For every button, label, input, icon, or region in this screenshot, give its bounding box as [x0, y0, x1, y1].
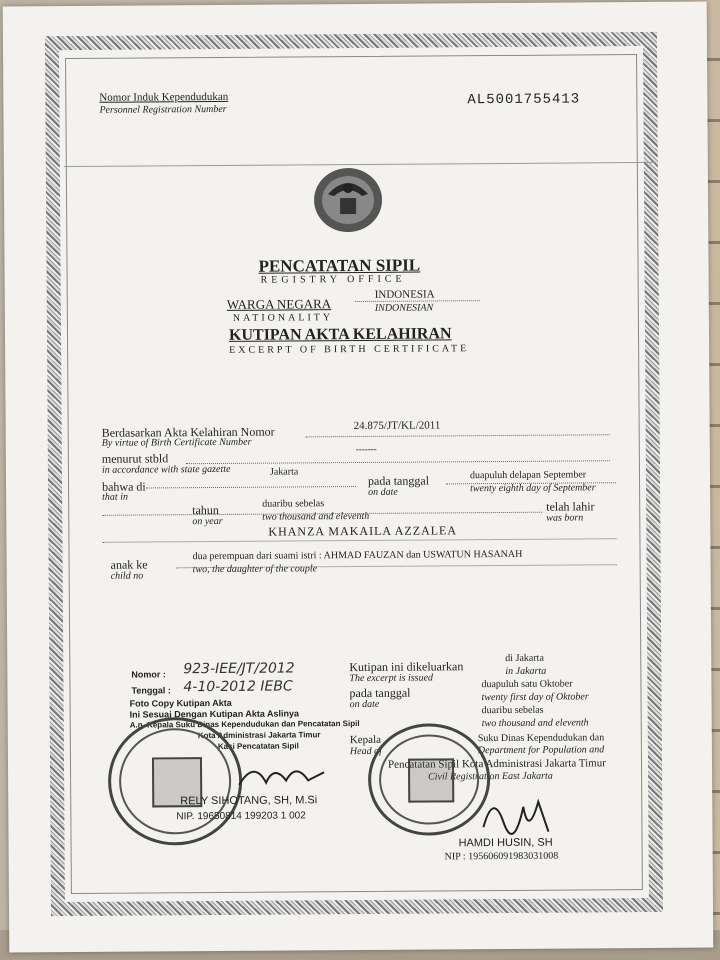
birth-place: Jakarta: [269, 466, 299, 478]
official-name: HAMDI HUSIN, SH: [458, 836, 553, 850]
child-order-en: two, the daughter of the couple: [192, 563, 318, 576]
date-label-en: on date: [368, 486, 398, 498]
deed-label: Berdasarkan Akta Kelahiran Nomor: [101, 424, 275, 440]
issue-date-en: twenty first day of Oktober: [481, 691, 589, 704]
garuda-emblem-icon: [310, 164, 387, 237]
nationality-value: INDONESIA: [374, 288, 435, 301]
copy-seal: [108, 717, 243, 846]
copy-line-5: Kasi Pencatatan Sipil: [217, 741, 299, 751]
nik-label: Nomor Induk Kependudukan: [99, 90, 229, 104]
child-label-en: child no: [110, 570, 144, 582]
birth-date: duapuluh delapan September: [469, 469, 587, 482]
issuing-office: Suku Dinas Kependudukan dan: [477, 732, 605, 745]
head-label-en: Head of: [349, 745, 382, 758]
issuing-official-seal: [368, 723, 491, 836]
issue-date: duapuluh satu Oktober: [481, 678, 573, 691]
nik-label-en: Personnel Registration Number: [99, 103, 227, 116]
official-nip: NIP : 195606091983031008: [444, 850, 559, 863]
birth-year-en: two thousand and eleventh: [262, 510, 370, 523]
year-label-en: on year: [192, 515, 223, 528]
document-title: KUTIPAN AKTA KELAHIRAN: [228, 325, 452, 344]
child-label: anak ke: [110, 557, 148, 572]
issued-label-en: The excerpt is issued: [349, 672, 434, 685]
issued-label: Kutipan ini dikeluarkan: [349, 659, 464, 675]
registry-office-title: PENCATATAN SIPIL: [258, 255, 421, 276]
nationality-label: WARGA NEGARA: [226, 296, 332, 312]
document-title-en: EXCERPT OF BIRTH CERTIFICATE: [229, 343, 470, 356]
deed-label-en: By virtue of Birth Certificate Number: [101, 436, 252, 449]
born-label-en: was born: [546, 512, 584, 524]
that-label: bahwa di: [102, 479, 146, 494]
child-order: dua perempuan dari suami istri : AHMAD FAUZAN dan USWATUN HASANAH: [192, 548, 523, 563]
birth-year: duaribu sebelas: [262, 498, 325, 510]
issuing-office-en: Department for Population and: [477, 744, 605, 757]
copy-line-3: A.n. Kepala Suku Dinas Kependudukan dan Pencatatan Sipil: [129, 718, 360, 730]
stbld-label-en: in accordance with state gazette: [101, 463, 231, 476]
issue-year: duaribu sebelas: [481, 704, 544, 717]
issue-year-en: two thousand and eleventh: [481, 717, 589, 730]
year-label: tahun: [192, 502, 219, 518]
copy-signer-name: RELY SIHOTANG, SH, M.Si: [180, 794, 318, 808]
issued-place: di Jakarta: [505, 652, 544, 664]
copy-signer-nip: NIP. 19650814 199203 1 002: [176, 810, 306, 823]
registration-number: AL5001755413: [467, 91, 581, 109]
copy-tanggal-label: Tenggal :: [131, 685, 171, 696]
nationality-value-en: INDONESIAN: [374, 302, 434, 314]
stbld-value: -------: [355, 443, 377, 455]
copy-tanggal-value: 4-10-2012 IEBC: [183, 678, 293, 696]
date-label: pada tanggal: [367, 473, 430, 488]
issue-date-label: pada tanggal: [349, 685, 411, 701]
issued-place-en: in Jakarta: [505, 665, 547, 677]
issuing-office-city-en: Civil Registration East Jakarta: [428, 770, 553, 783]
certificate-sheet: [3, 2, 714, 953]
birth-date-en: twenty eighth day of September: [470, 482, 596, 495]
registry-office-title-en: REGISTRY OFFICE: [260, 273, 406, 286]
issue-date-label-en: on date: [349, 698, 380, 711]
deed-number: 24.875/JT/KL/2011: [353, 419, 441, 433]
copy-nomor-label: Nomor :: [131, 669, 166, 680]
born-label: telah lahir: [546, 499, 595, 514]
nationality-label-en: NATIONALITY: [232, 312, 334, 324]
that-label-en: that in: [102, 491, 129, 503]
issuing-office-city: Pencatatan Sipil Kota Administrasi Jakarta Timur: [387, 757, 606, 771]
copy-line-1: Foto Copy Kutipan Akta: [129, 697, 232, 709]
head-label: Kepala: [349, 733, 382, 747]
copy-nomor-value: 923-IEE/JT/2012: [183, 660, 295, 678]
copy-line-4: Kota Administrasi Jakarta Timur: [197, 730, 321, 741]
stbld-label: menurut stbld: [101, 451, 169, 466]
copy-line-2: Ini Sesuai Dengan Kutipan Akta Aslinya: [129, 708, 300, 720]
copy-signature: [234, 754, 330, 795]
child-name: KHANZA MAKAILA AZZALEA: [268, 523, 458, 539]
